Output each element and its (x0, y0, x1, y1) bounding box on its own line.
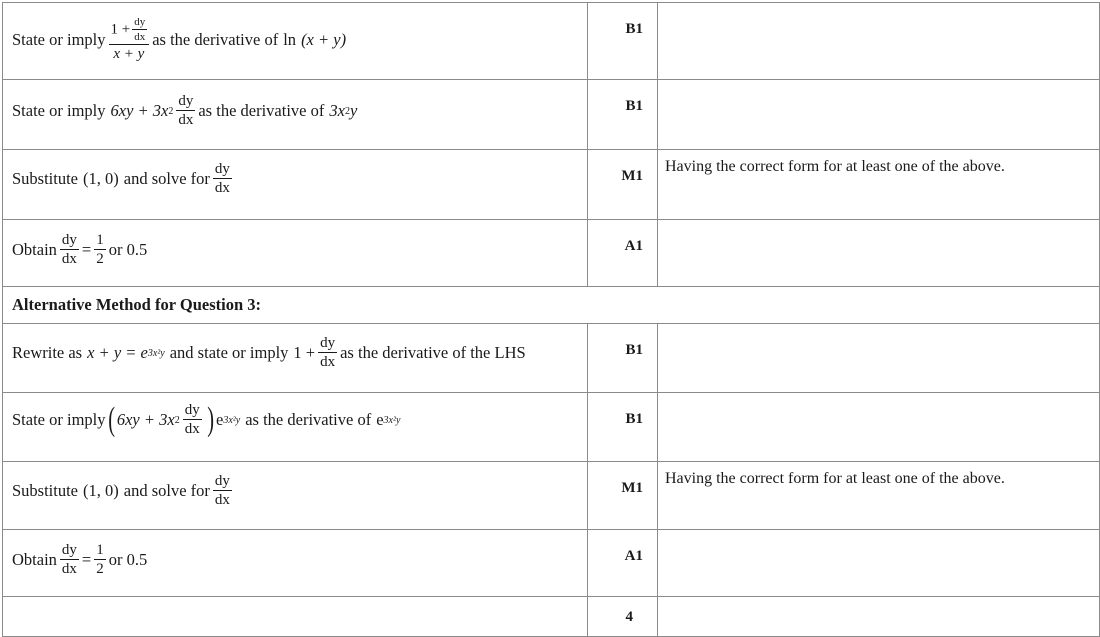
alternative-heading-cell (3, 287, 1100, 324)
fraction: 1 + $\frac{dy}{dx}$ x + y (109, 17, 150, 62)
mark-cell (588, 462, 658, 530)
mark-label: B1 (625, 342, 643, 358)
mark-label: M1 (621, 168, 643, 184)
mark-cell (588, 80, 658, 150)
table-row (3, 3, 1100, 80)
answer-text: Rewrite as x + y = e 3x²y and state or imply 1 + $\frac{dy}{dx}$ as the derivative of the LHS (12, 335, 526, 370)
answer-text: Obtain $\frac{dy}{dx}$ = $\frac{1}{2}$ or 0.5 (12, 542, 148, 577)
answer-cell (3, 324, 588, 393)
mark-label: M1 (621, 480, 643, 496)
mark-label: B1 (625, 98, 643, 114)
mark-label: B1 (625, 411, 643, 427)
table-row (3, 462, 1100, 530)
guidance-cell (658, 462, 1100, 530)
answer-text: Substitute (1, 0) and solve for $\frac{dy}{dx}$ (12, 161, 230, 196)
answer-cell (3, 3, 588, 80)
table-row (3, 150, 1100, 220)
guidance-cell (658, 393, 1100, 462)
mark-label: A1 (624, 548, 643, 564)
mark-label: B1 (625, 21, 643, 37)
table-row (3, 324, 1100, 393)
mark-cell (588, 530, 658, 597)
answer-text: Obtain $\frac{dy}{dx}$ = $\frac{1}{2}$ or 0.5 (12, 232, 148, 267)
guidance-text: Having the correct form for at least one of the above. (665, 158, 1005, 175)
answer-cell (3, 597, 588, 637)
guidance-cell (658, 150, 1100, 220)
mark-cell (588, 324, 658, 393)
guidance-cell (658, 597, 1100, 637)
mark-scheme-table (2, 2, 1100, 637)
answer-suffix: as the derivative of (152, 29, 279, 49)
answer-text: State or imply 6xy + 3x 2 $\frac{dy}{dx}$ as the derivative of 3x 2 y (12, 93, 358, 128)
guidance-cell (658, 3, 1100, 80)
answer-cell (3, 393, 588, 462)
mark-cell (588, 393, 658, 462)
mark-cell (588, 220, 658, 287)
answer-text: State or imply ( 6xy + 3x 2 $\frac{dy}{dx}$ ) e 3x²y as the derivative of e 3x²y (12, 401, 401, 438)
total-cell (588, 597, 658, 637)
guidance-cell (658, 324, 1100, 393)
answer-cell (3, 220, 588, 287)
answer-text: Substitute (1, 0) and solve for $\frac{dy}{dx}$ (12, 473, 230, 508)
answer-cell (3, 150, 588, 220)
table-row (3, 530, 1100, 597)
answer-cell (3, 530, 588, 597)
guidance-cell (658, 530, 1100, 597)
answer-cell (3, 462, 588, 530)
table-row (3, 80, 1100, 150)
total-marks: 4 (625, 609, 633, 625)
alternative-heading: Alternative Method for Question 3: (12, 295, 261, 314)
guidance-cell (658, 220, 1100, 287)
table-row (3, 393, 1100, 462)
table-row (3, 287, 1100, 324)
answer-cell (3, 80, 588, 150)
mark-cell (588, 3, 658, 80)
table-row (3, 220, 1100, 287)
answer-prefix: State or imply (12, 29, 106, 49)
total-row (3, 597, 1100, 637)
mark-cell (588, 150, 658, 220)
guidance-cell (658, 80, 1100, 150)
guidance-text: Having the correct form for at least one of the above. (665, 470, 1005, 487)
answer-text: State or imply 1 + $\frac{dy}{dx}$ x + y as the derivative of ln (x + y) (12, 16, 347, 62)
mark-label: A1 (624, 238, 643, 254)
